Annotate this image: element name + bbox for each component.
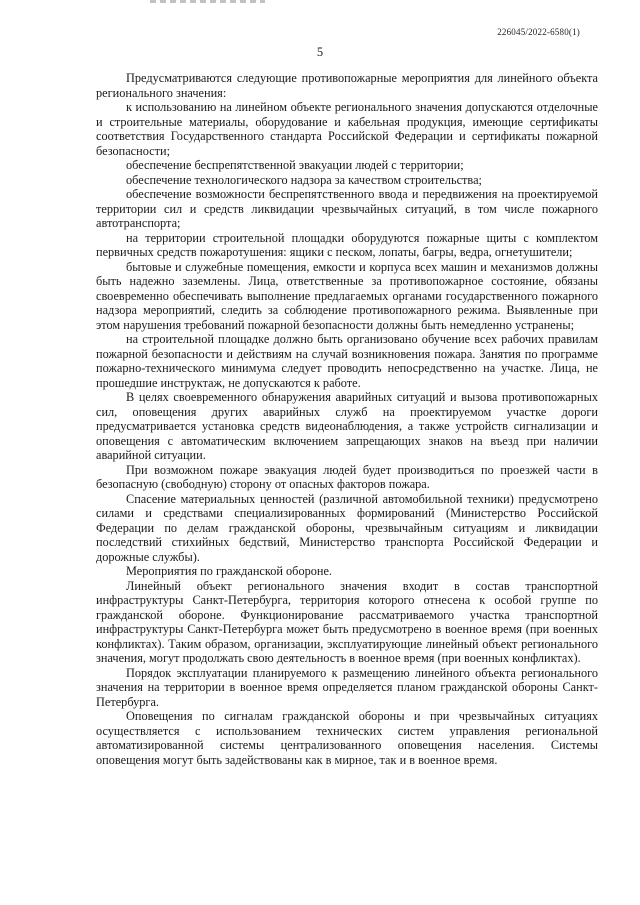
paragraph-evacuation: обеспечение беспрепятственной эвакуации людей с территории; (126, 158, 464, 172)
document-body (96, 71, 598, 767)
paragraph-materials: к использованию на линейном объекте регионального значения допускаются отделочные и строительные материалы, оборудование и кабельная продукция, имеющие сертификаты соответствия Государственного стандарта Российской Федерации и сертификаты пожарной безопасности; (96, 100, 598, 158)
document-id: 226045/2022-6580(1) (497, 27, 580, 37)
paragraph-training: на строительной площадке должно быть организовано обучение всех рабочих правилам пожарной безопасности и действиям на случай возникновения пожара. Занятия по программе пожарно-технического минимума следует проводить непосредственно на участке. Лица, не прошедшие инструктаж, не допускаются к работе. (96, 332, 598, 390)
paragraph-detection: В целях своевременного обнаружения аварийных ситуаций и вызова противопожарных сил, оповещения других аварийных служб на проектируемом участке дороги предусматривается установка средств видеонаблюдения, а также устройств сигнализации и оповещения с автоматическим включением запрещающих знаков на въезд при наличии аварийной ситуации. (96, 390, 598, 462)
paragraph-intro: Предусматриваются следующие противопожарные мероприятия для линейного объекта регионального значения: (96, 71, 598, 100)
paragraph-rescue: Спасение материальных ценностей (различной автомобильной техники) предусмотрено силами и средствами специализированных формирований (Министерство Российской Федерации по делам гражданской обороны, чрезвычайным ситуациям и ликвидации последствий стихийных бедствий, Министерство транспорта Российской Федерации и дорожные службы). (96, 491, 598, 564)
paragraph-notification: Оповещения по сигналам гражданской обороны и при чрезвычайных ситуациях осуществляется с использованием технических систем управления региональной автоматизированной системы централизованного оповещения населения. Системы оповещения могут быть задействованы как в мирное, так и в военное время. (96, 709, 598, 767)
paragraph-grounding: бытовые и служебные помещения, емкости и корпуса всех машин и механизмов должны быть надежно заземлены. Лица, ответственные за противопожарное состояние, обязаны своевременно обеспечивать выполнение предлагаемых органами государственного пожарного надзора мероприятий, следить за соблюдение противопожарного режима. Выявленные при этом нарушения требований пожарной безопасности должны быть немедленно устранены; (96, 259, 598, 332)
paragraph-supervision: обеспечение технологического надзора за качеством строительства; (126, 172, 482, 187)
paragraph-fire-boards: на территории строительной площадки оборудуются пожарные щиты с комплектом первичных средств пожаротушения: ящики с песком, лопаты, багры, ведра, огнетушители; (96, 230, 598, 259)
page-number: 5 (316, 45, 324, 59)
paragraph-operation-order: Порядок эксплуатации планируемого к размещению линейного объекта регионального значения на территории в военное время определяется планом гражданской обороны Санкт-Петербурга. (96, 665, 598, 709)
paragraph-access: обеспечение возможности беспрепятственного ввода и передвижения на проектируемой территории сил и средств ликвидации чрезвычайных ситуаций, в том числе пожарного автотранспорта; (96, 187, 598, 230)
scan-artifact (150, 0, 265, 3)
paragraph-civil-defense-heading: Мероприятия по гражданской обороне. (126, 564, 332, 578)
paragraph-civil-defense: Линейный объект регионального значения входит в состав транспортной инфраструктуры Санкт-Петербурга, территория которого отнесена к особой группе по гражданской обороне. Функционирование рассматриваемого участка транспортной инфраструктуры Санкт-Петербурга может быть предусмотрено в военное время (при военных конфликтах). Таким образом, организации, эксплуатирующие линейный объект регионального значения, могут продолжать свою деятельность в военное время (при военных конфликтах). (96, 578, 598, 665)
paragraph-fire-evacuation: При возможном пожаре эвакуация людей будет производиться по проезжей части в безопасную (свободную) сторону от опасных факторов пожара. (96, 462, 598, 491)
